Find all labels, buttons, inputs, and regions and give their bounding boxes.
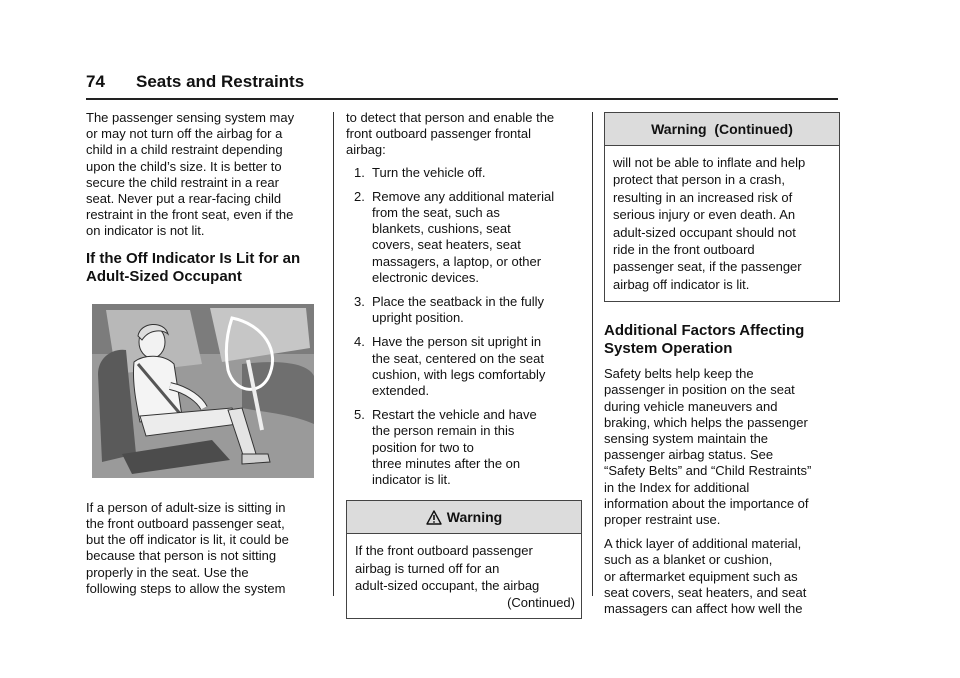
warning-continued-body xyxy=(605,146,839,301)
text-line: child in a child restraint depending xyxy=(86,142,283,158)
header-rule xyxy=(86,98,838,100)
warning-line: will not be able to inflate and help xyxy=(613,155,806,170)
text-line: or may not turn off the airbag for a xyxy=(86,126,283,142)
warning-continued-box xyxy=(604,112,840,302)
text-line: massagers can affect how well the xyxy=(604,601,803,617)
step-line: from the seat, such as xyxy=(372,205,500,221)
text-line: sensing system maintain the xyxy=(604,431,769,447)
warning-line: adult-sized occupant should not xyxy=(613,224,796,240)
text-line: restraint in the front seat, even if the xyxy=(86,207,294,223)
warning-line: protect that person in a crash, xyxy=(613,172,785,188)
text-line: information about the importance of xyxy=(604,495,809,511)
text-line: A thick layer of additional material, xyxy=(604,536,802,552)
text-line: proper restraint use. xyxy=(604,512,721,528)
step-item xyxy=(346,189,582,286)
text-line: such as a blanket or cushion, xyxy=(604,552,773,568)
continued-label: (Continued) xyxy=(507,595,575,611)
column-3 xyxy=(604,110,840,625)
safety-belts-paragraph xyxy=(604,366,840,528)
warning-line: serious injury or even death. An xyxy=(613,207,796,223)
column-1 xyxy=(86,110,326,605)
subsection-heading xyxy=(86,250,326,286)
warning-line: airbag off indicator is lit. xyxy=(613,276,750,292)
warning-line: airbag is turned off for an xyxy=(355,560,500,576)
text-line: but the off indicator is lit, it could be xyxy=(86,532,289,548)
warning-line: adult-sized occupant, the airbag xyxy=(355,578,540,594)
warning-continued-header xyxy=(605,113,839,146)
warning-line: ride in the front outboard xyxy=(613,242,755,258)
step-item xyxy=(346,165,582,181)
text-line: in the Index for additional xyxy=(604,479,750,495)
text-line: following steps to allow the system xyxy=(86,580,286,596)
page-number: 74 xyxy=(86,72,105,91)
text-line: upon the child’s size. It is better to xyxy=(86,158,282,174)
warning-header xyxy=(347,501,581,534)
text-line: to detect that person and enable the xyxy=(346,110,555,125)
text-line: If a person of adult-size is sitting in xyxy=(86,499,286,515)
step-line: Place the seatback in the fully xyxy=(372,294,544,310)
text-line: “Safety Belts” and “Child Restraints” xyxy=(604,463,812,479)
step-number: 5. xyxy=(354,407,365,423)
heading-line: System Operation xyxy=(604,340,733,358)
step-line: the person remain in this xyxy=(372,423,515,439)
column-divider xyxy=(592,112,593,596)
step-line: cushion, with legs comfortably xyxy=(372,366,546,382)
text-line: secure the child restraint in a rear xyxy=(86,174,279,190)
text-line: passenger in position on the seat xyxy=(604,382,795,398)
adult-occupant-illustration xyxy=(92,304,314,478)
text-line: seat covers, seat heaters, and seat xyxy=(604,584,807,600)
heading-line: Adult-Sized Occupant xyxy=(86,267,242,285)
text-line: because that person is not sitting xyxy=(86,548,277,564)
step-line: blankets, cushions, seat xyxy=(372,221,511,237)
step-item xyxy=(346,334,582,399)
step-line: Have the person sit upright in xyxy=(372,334,542,350)
warning-line: passenger seat, if the passenger xyxy=(613,259,802,275)
intro-paragraph xyxy=(86,110,326,240)
step-line: three minutes after the on xyxy=(372,455,521,471)
section-title: Seats and Restraints xyxy=(136,72,305,91)
text-line: front outboard passenger frontal xyxy=(346,126,532,142)
warning-body xyxy=(347,534,581,618)
warning-line: resulting in an increased risk of xyxy=(613,189,793,205)
text-line: airbag: xyxy=(346,142,386,158)
step-line: extended. xyxy=(372,383,430,399)
step-item xyxy=(346,407,582,488)
text-line: or aftermarket equipment such as xyxy=(604,568,798,584)
subsection-heading xyxy=(604,322,840,358)
heading-line: Additional Factors Affecting xyxy=(604,322,805,340)
warning-triangle-icon xyxy=(426,510,442,525)
step-number: 4. xyxy=(354,334,365,350)
step-line: Turn the vehicle off. xyxy=(372,164,486,180)
step-number: 1. xyxy=(354,164,365,180)
step-line: Restart the vehicle and have xyxy=(372,407,537,423)
column-divider xyxy=(333,112,334,596)
warning-line: If the front outboard passenger xyxy=(355,543,533,559)
step-line: electronic devices. xyxy=(372,269,479,285)
text-line: the front outboard passenger seat, xyxy=(86,516,285,532)
lead-paragraph xyxy=(346,110,582,159)
page-header xyxy=(86,72,838,96)
step-line: the seat, centered on the seat xyxy=(372,350,545,366)
step-line: upright position. xyxy=(372,310,464,326)
column-2 xyxy=(346,110,582,619)
step-line: position for two to xyxy=(372,439,474,455)
text-line: The passenger sensing system may xyxy=(86,110,295,125)
warning-box xyxy=(346,500,582,619)
step-number: 3. xyxy=(354,294,365,310)
text-line: properly in the seat. Use the xyxy=(86,564,249,580)
text-line: seat. Never put a rear-facing child xyxy=(86,191,282,207)
step-line: massagers, a laptop, or other xyxy=(372,253,542,269)
adult-occupant-paragraph xyxy=(86,500,326,597)
text-line: Safety belts help keep the xyxy=(604,366,754,382)
warning-continued-title: Warning (Continued) xyxy=(651,120,793,137)
step-line: covers, seat heaters, seat xyxy=(372,237,521,253)
text-line: passenger airbag status. See xyxy=(604,447,774,463)
heading-line: If the Off Indicator Is Lit for an xyxy=(86,249,301,267)
text-line: on indicator is not lit. xyxy=(86,223,205,239)
step-line: indicator is lit. xyxy=(372,472,451,488)
text-line: braking, which helps the passenger xyxy=(604,414,808,430)
text-line: during vehicle maneuvers and xyxy=(604,398,778,414)
step-item xyxy=(346,294,582,326)
steps-list xyxy=(346,165,582,489)
warning-title: Warning xyxy=(446,509,503,526)
step-number: 2. xyxy=(354,188,365,204)
step-line: Remove any additional material xyxy=(372,188,555,204)
thick-layer-paragraph xyxy=(604,536,840,617)
